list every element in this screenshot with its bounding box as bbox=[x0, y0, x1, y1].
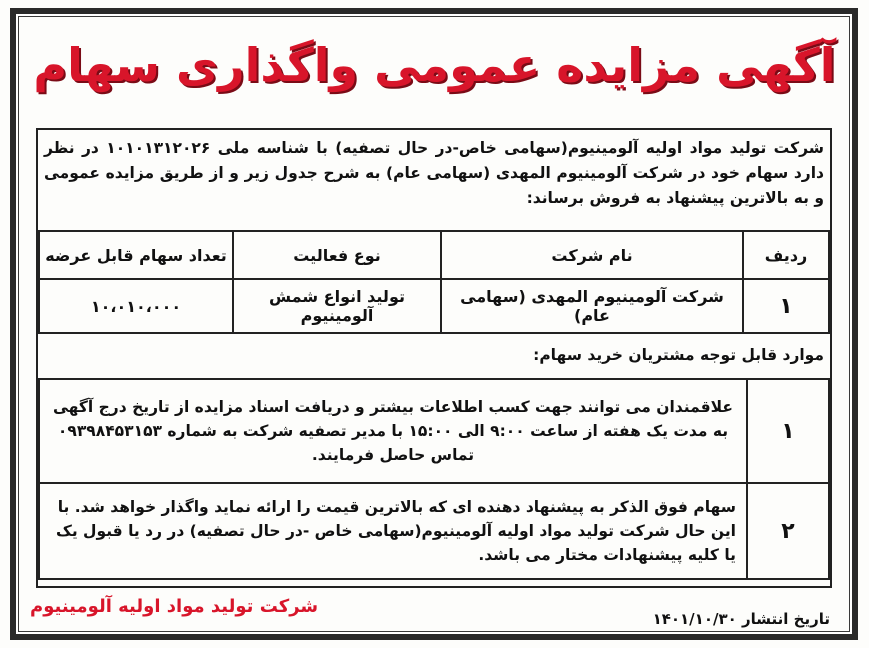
company-signature: شرکت تولید مواد اولیه آلومینیوم bbox=[30, 596, 319, 617]
page-title: آگهی مزایده عمومی واگذاری سهام bbox=[33, 38, 836, 92]
header-shares-count: تعداد سهام قابل عرضه bbox=[39, 231, 233, 279]
table-header-row bbox=[39, 231, 829, 279]
intro-paragraph: شرکت تولید مواد اولیه آلومینیوم(سهامی خاص-در حال تصفیه) با شناسه ملی ۱۰۱۰۱۳۱۲۰۲۶ در نظر دارد سهام خود در شرکت آلومینیوم المهدی (سهامی عام) به شرح جدول زیر و از طریق مزایده عمومی و به بالاترین پیشنهاد به فروش برساند: bbox=[44, 139, 824, 207]
note-number: ۱ bbox=[747, 379, 829, 483]
note-text: سهام فوق الذکر به پیشنهاد دهنده ای که بالاترین قیمت را ارائه نماید واگذار خواهد شد. با این حال شرکت تولید مواد اولیه آلومینیوم(سهامی خاص -در حال تصفیه) در رد یا قبول یک یا کلیه پیشنهادات مختار می باشد. bbox=[39, 483, 747, 579]
notes-heading: موارد قابل توجه مشتریان خرید سهام: bbox=[533, 346, 824, 364]
table-row bbox=[39, 279, 829, 333]
publish-date-label: تاریخ انتشار bbox=[742, 610, 830, 628]
header-activity-type: نوع فعالیت bbox=[233, 231, 441, 279]
cell-activity-type: تولید انواع شمش آلومینیوم bbox=[233, 279, 441, 333]
cell-row-number: ۱ bbox=[743, 279, 829, 333]
header-row-number: ردیف bbox=[743, 231, 829, 279]
note-row bbox=[39, 483, 829, 579]
publish-date-value: ۱۴۰۱/۱۰/۳۰ bbox=[652, 610, 737, 628]
cell-company-name: شرکت آلومینیوم المهدی (سهامی عام) bbox=[441, 279, 743, 333]
header-company-name: نام شرکت bbox=[441, 231, 743, 279]
note-number: ۲ bbox=[747, 483, 829, 579]
notes-table bbox=[38, 378, 830, 580]
note-text: علاقمندان می توانند جهت کسب اطلاعات بیشتر و دریافت اسناد مزایده از تاریخ درج آگهی به مدت یک هفته از ساعت ۹:۰۰ الی ۱۵:۰۰ با مدیر تصفیه شرکت به شماره ۰۹۳۹۸۴۵۳۱۵۳ تماس حاصل فرمایند. bbox=[39, 379, 747, 483]
note-row bbox=[39, 379, 829, 483]
publish-date bbox=[560, 610, 830, 628]
cell-shares-count: ۱۰،۰۱۰،۰۰۰ bbox=[39, 279, 233, 333]
shares-table bbox=[38, 230, 830, 334]
